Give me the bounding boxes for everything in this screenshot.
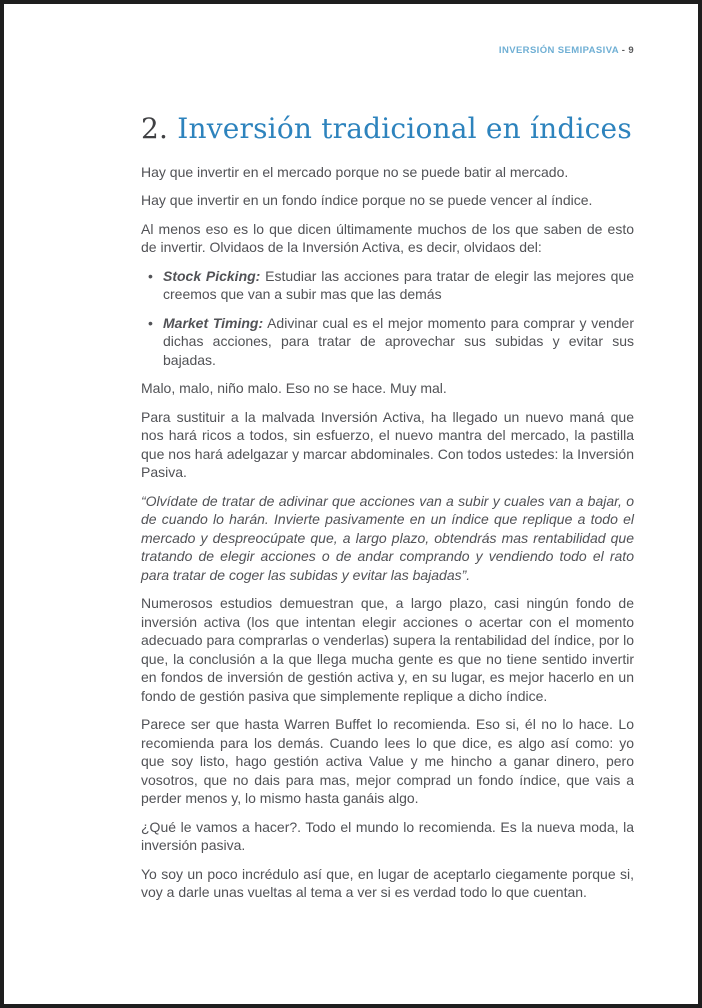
paragraph-quote: “Olvídate de tratar de adivinar que acciones van a subir y cuales van a bajar, o de cuando lo harán. Invierte pasivamente en un índice que replique a todo el mercado y despreocúpate que, a largo plazo, obtendrás mas rentabilidad que tratando de elegir acciones o de andar comprando y vendiendo todo el rato para tratar de coger las subidas y evitar las bajadas”. (141, 492, 634, 583)
paragraph-estudios: Numerosos estudios demuestran que, a largo plazo, casi ningún fondo de inversión activa (los que intentan elegir acciones o acertar con el momento adecuado para comprarlas o venderlas) supera la rentabilidad del índice, por lo que, la conclusión a la que llega mucha gente es que no tiene sentido invertir en fondos de inversión de gestión activa y, en su lugar, es mejor hacerlo en un fondo de gestión pasiva que simplemente replique a dicho índice. (141, 595, 634, 704)
paragraph-indice: Hay que invertir en un fondo índice porque no se puede vencer al índice. (141, 192, 593, 209)
bullet-item-market-timing (148, 314, 634, 370)
paragraph-buffet: Parece ser que hasta Warren Buffet lo recomienda. Eso si, él no lo hace. Lo recomienda para los demás. Cuando lees lo que dice, es algo así como: yo que soy listo, hago gestión activa Value y me hincho a ganar dinero, pero vosotros, que no dais para mas, mejor comprad un fondo índice, que vais a perder menos y, lo mismo hasta ganáis algo. (141, 716, 634, 807)
chapter-title: Inversión tradicional en índices (177, 112, 632, 145)
bullet-list (141, 267, 634, 370)
chapter-heading (141, 112, 634, 146)
chapter-number: 2. (141, 112, 169, 145)
paragraph-mercado: Hay que invertir en el mercado porque no se puede batir al mercado. (141, 163, 569, 180)
bullet-lead: Market Timing: (163, 314, 264, 331)
paragraph-incredulo: Yo soy un poco incrédulo así que, en lugar de aceptarlo ciegamente porque si, voy a darle unas vueltas al tema a ver si es verdad todo lo que cuentan. (141, 865, 634, 901)
bullet-item-stock-picking (148, 267, 634, 304)
bullet-text: Estudiar las acciones para tratar de elegir las mejores que creemos que van a subir mas que las demás (163, 267, 635, 303)
running-header-separator: - (621, 45, 626, 56)
bullet-lead: Stock Picking: (163, 267, 261, 284)
running-header (141, 45, 634, 56)
paragraph-almenos: Al menos eso es lo que dicen últimamente muchos de los que saben de esto de invertir. Olvidaos de la Inversión Activa, es decir, olvidaos del: (141, 220, 634, 256)
paragraph-sustituir: Para sustituir a la malvada Inversión Activa, ha llegado un nuevo maná que nos hará ricos a todos, sin esfuerzo, el nuevo mantra del mercado, la pastilla que nos hará adelgazar y marcar abdominales. Con todos ustedes: la Inversión Pasiva. (141, 408, 634, 481)
bullet-text: Adivinar cual es el mejor momento para comprar y vender dichas acciones, para tratar de aprovechar sus subidas y evitar sus bajadas. (163, 314, 634, 368)
page-number: 9 (628, 45, 634, 56)
paragraph-moda: ¿Qué le vamos a hacer?. Todo el mundo lo recomienda. Es la nueva moda, la inversión pasiva. (141, 818, 634, 854)
running-header-title: INVERSIÓN SEMIPASIVA (498, 45, 619, 56)
paragraph-malo: Malo, malo, niño malo. Eso no se hace. Muy mal. (141, 380, 447, 397)
